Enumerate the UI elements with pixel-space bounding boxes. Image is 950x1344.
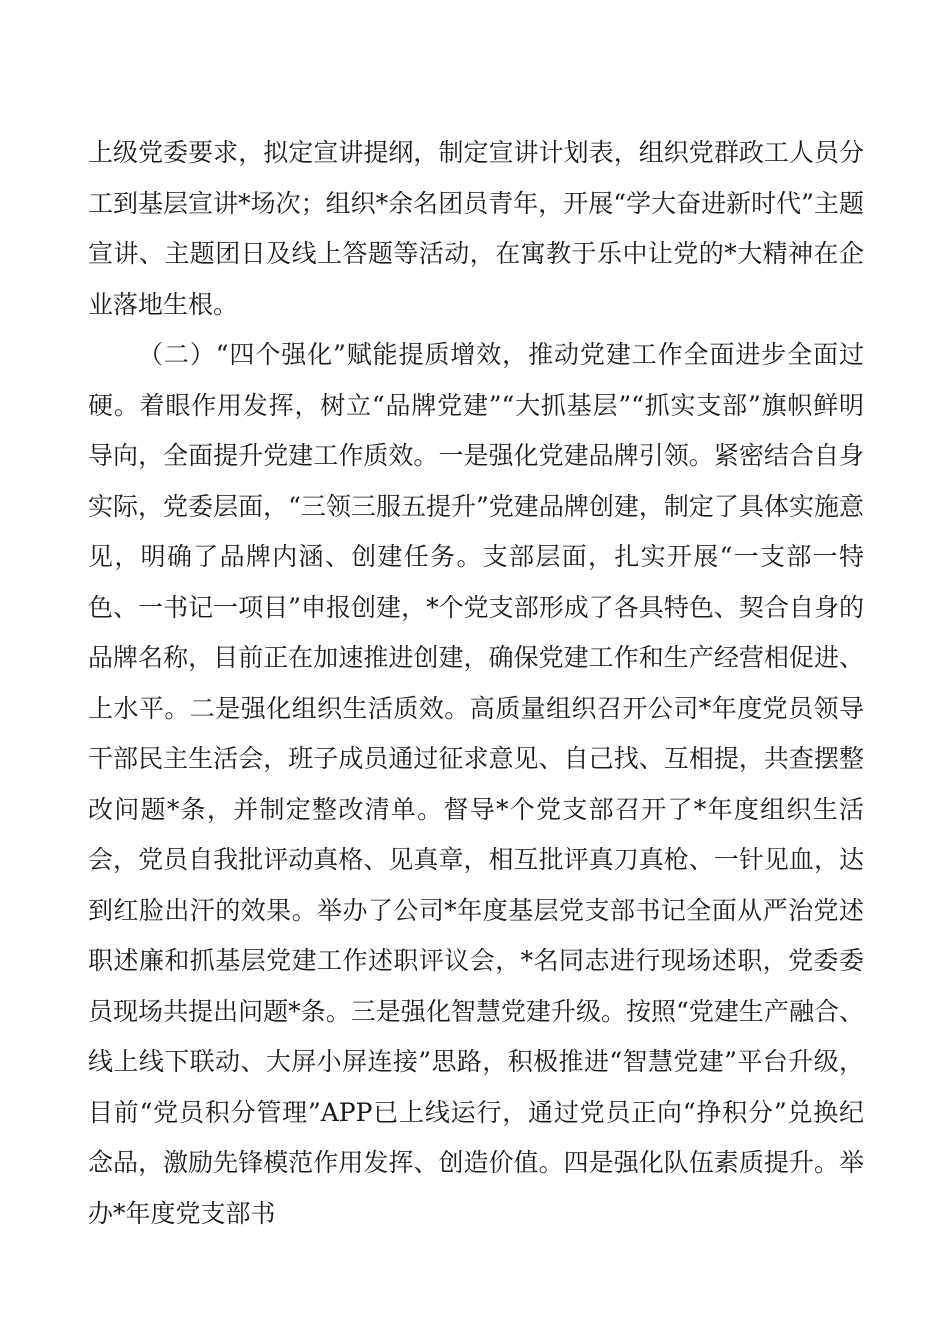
paragraph-2: （二）“四个强化”赋能提质增效，推动党建工作全面进步全面过硬。着眼作用发挥，树立“品牌党建”“大抓基层”“抓实支部”旗帜鲜明导向，全面提升党建工作质效。一是强化党建品牌引领。紧密结合自身实际，党委层面，“三领三服五提升”党建品牌创建，制定了具体实施意见，明确了品牌内涵、创建任务。支部层面，扎实开展“一支部一特色、一书记一项目”申报创建，*个党支部形成了各具特色、契合自身的品牌名称，目前正在加速推进创建，确保党建工作和生产经营相促进、上水平。二是强化组织生活质效。高质量组织召开公司*年度党员领导干部民主生活会，班子成员通过征求意见、自己找、互相提，共查摆整改问题*条，并制定整改清单。督导*个党支部召开了*年度组织生活会，党员自我批评动真格、见真章，相互批评真刀真枪、一针见血，达到红脸出汗的效果。举办了公司*年度基层党支部书记全面从严治党述职述廉和抓基层党建工作述职评议会，*名同志进行现场述职，党委委员现场共提出问题*条。三是强化智慧党建升级。按照“党建生产融合、线上线下联动、大屏小屏连接”思路，积极推进“智慧党建”平台升级，目前“党员积分管理”APP已上线运行，通过党员正向“挣积分”兑换纪念品，激励先锋模范作用发挥、创造价值。四是强化队伍素质提升。举办*年度党支部书 (88, 340, 864, 1228)
paragraph-1: 上级党委要求，拟定宣讲提纲，制定宣讲计划表，组织党群政工人员分工到基层宣讲*场次；组织*余名团员青年，开展“学大奋进新时代”主题宣讲、主题团日及线上答题等活动，在寓教于乐中让党的*大精神在企业落地生根。 (88, 138, 864, 319)
document-body (88, 128, 864, 1239)
